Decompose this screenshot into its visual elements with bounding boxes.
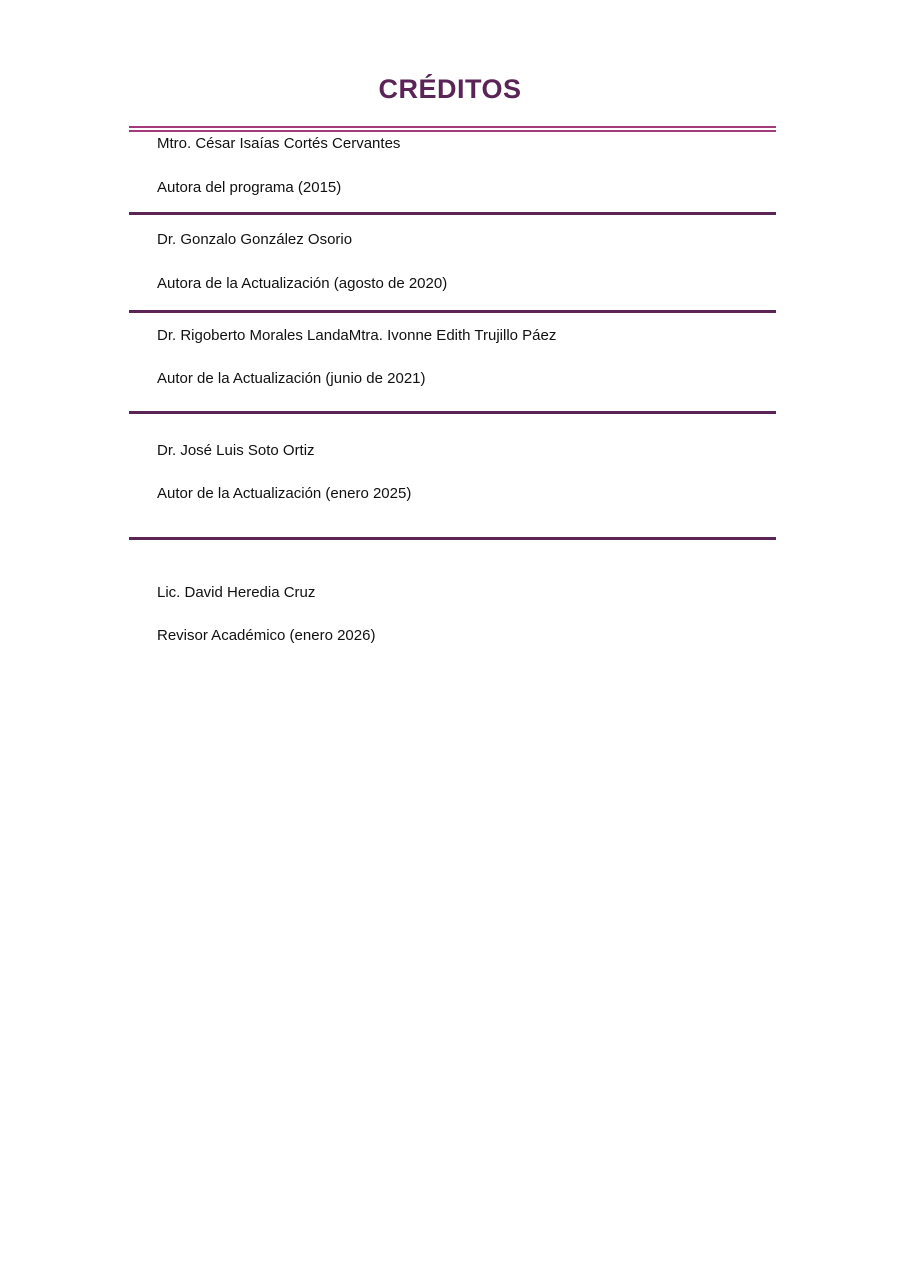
divider bbox=[129, 310, 776, 313]
credit-name: Mtro. César Isaías Cortés Cervantes bbox=[157, 135, 401, 152]
divider bbox=[129, 411, 776, 414]
divider bbox=[129, 130, 776, 132]
credit-role: Autora del programa (2015) bbox=[157, 179, 342, 196]
credit-role: Autor de la Actualización (enero 2025) bbox=[157, 485, 412, 502]
credit-name: Dr. Rigoberto Morales LandaMtra. Ivonne Edith Trujillo Páez bbox=[157, 327, 557, 344]
credit-role: Revisor Académico (enero 2026) bbox=[157, 627, 376, 644]
credit-name: Dr. José Luis Soto Ortiz bbox=[157, 442, 315, 459]
credit-role: Autor de la Actualización (junio de 2021) bbox=[157, 370, 426, 387]
credit-name: Dr. Gonzalo González Osorio bbox=[157, 231, 353, 248]
divider bbox=[129, 537, 776, 540]
credit-role: Autora de la Actualización (agosto de 2020) bbox=[157, 275, 448, 292]
divider bbox=[129, 212, 776, 215]
divider bbox=[129, 126, 776, 128]
page-title: CRÉDITOS bbox=[378, 74, 522, 104]
credit-name: Lic. David Heredia Cruz bbox=[157, 584, 316, 601]
